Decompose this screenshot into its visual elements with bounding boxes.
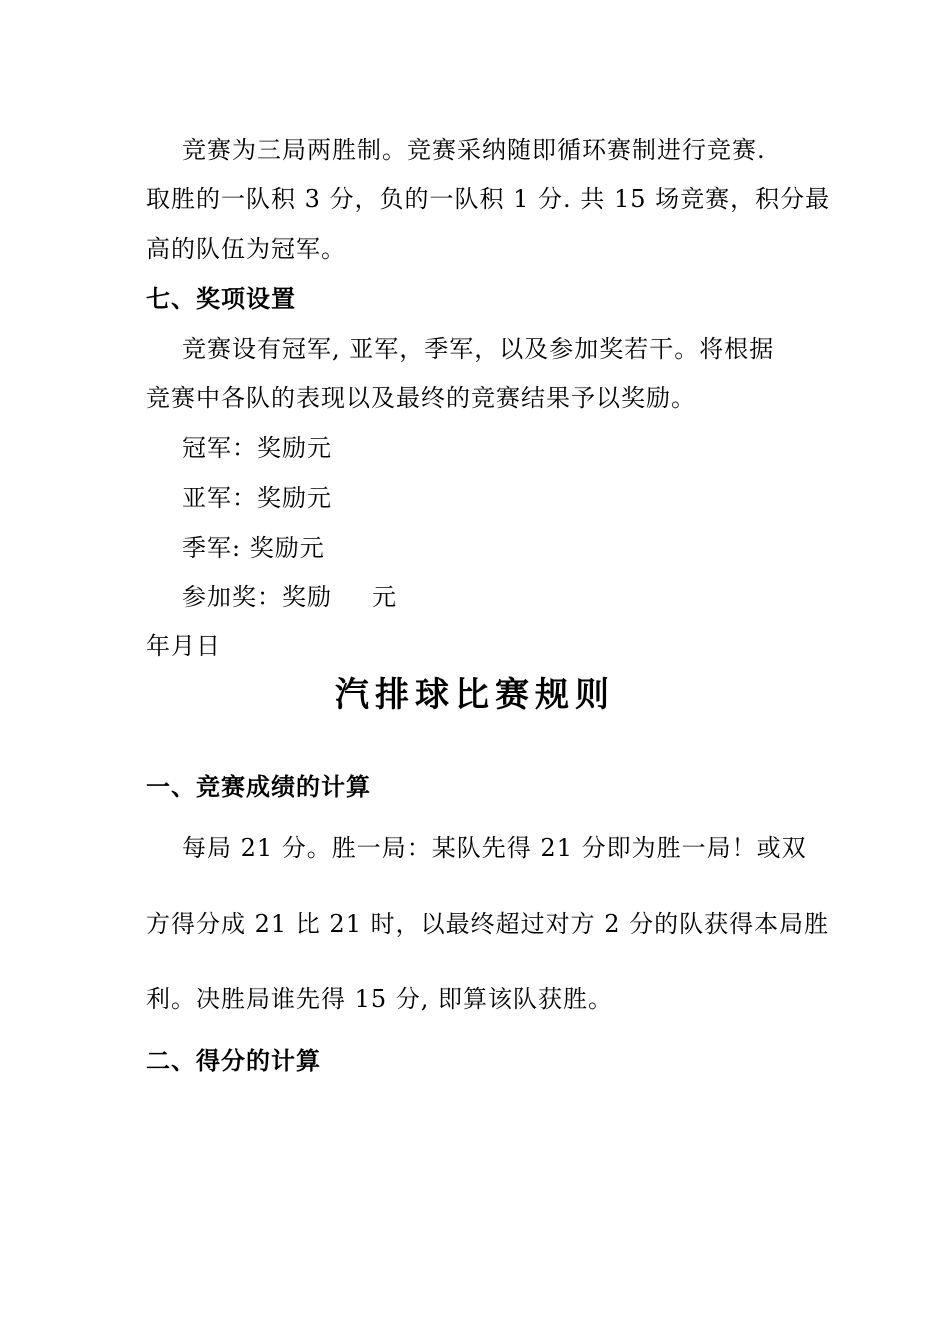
prize-third-place: 季军: 奖励元 — [182, 534, 325, 562]
rules-title: 汽排球比赛规则 — [335, 675, 615, 715]
awards-heading: 七、奖项设置 — [146, 285, 296, 313]
scoring-paragraph-line-1: 竞赛为三局两胜制。竞赛采纳随即循环赛制进行竞赛. — [182, 136, 766, 164]
scoring-paragraph-line-3: 高的队伍为冠军。 — [146, 235, 346, 263]
points-heading: 二、得分的计算 — [146, 1047, 321, 1075]
prize-participation-unit: 元 — [372, 583, 397, 611]
prize-participation-label: 参加奖：奖励 — [182, 583, 332, 611]
prize-champion: 冠军：奖励元 — [182, 434, 332, 462]
match-result-heading: 一、竞赛成绩的计算 — [146, 773, 371, 801]
match-result-line-1: 每局 21 分。胜一局：某队先得 21 分即为胜一局！或双 — [182, 834, 807, 862]
scoring-paragraph-line-2: 取胜的一队积 3 分，负的一队积 1 分. 共 15 场竞赛，积分最 — [146, 185, 831, 213]
prize-runner-up: 亚军：奖励元 — [182, 484, 332, 512]
match-result-line-3: 利。决胜局谁先得 15 分, 即算该队获胜。 — [146, 985, 614, 1013]
prize-participation — [182, 581, 397, 613]
date-line: 年月日 — [146, 632, 221, 660]
awards-paragraph-line-1: 竞赛设有冠军, 亚军，季军，以及参加奖若干。将根据 — [182, 335, 775, 363]
awards-paragraph-line-2: 竞赛中各队的表现以及最终的竞赛结果予以奖励。 — [146, 384, 696, 412]
match-result-line-2: 方得分成 21 比 21 时，以最终超过对方 2 分的队获得本局胜 — [146, 910, 830, 938]
